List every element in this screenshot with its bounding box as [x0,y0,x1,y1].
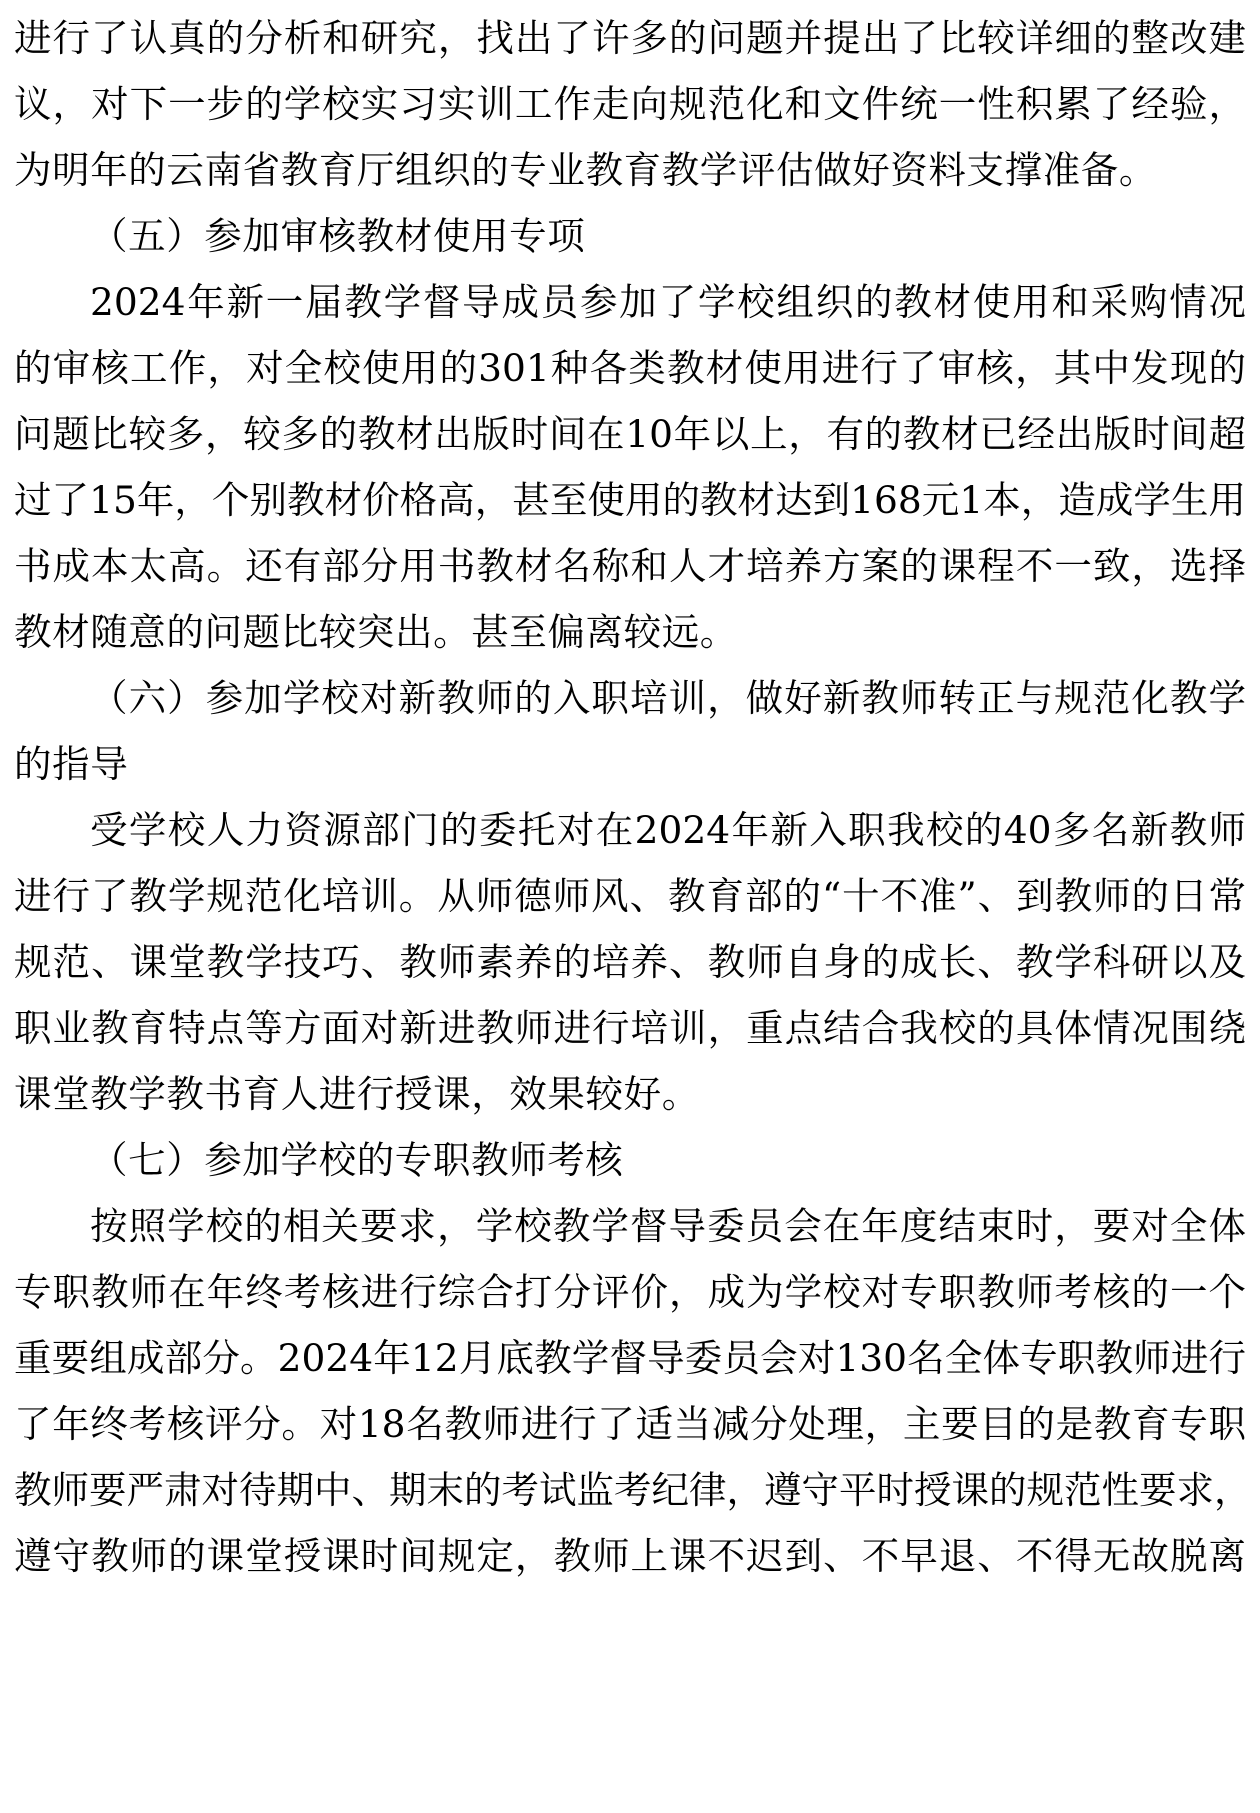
text-line: 进行了认真的分析和研究，找出了许多的问题并提出了比较详细的整改建 [14,16,1246,60]
section-heading-text: （七）参加学校的专职教师考核 [90,1138,624,1182]
text-line: 问题比较多，较多的教材出版时间在10年以上，有的教材已经出版时间超 [14,412,1246,456]
section-heading-text: （六）参加学校对新教师的入职培训，做好新教师转正与规范化教学 [90,676,1246,720]
text-line: 议，对下一步的学校实习实训工作走向规范化和文件统一性积累了经验， [14,82,1246,126]
section-heading-text: （五）参加审核教材使用专项 [90,214,586,258]
text-line: 了年终考核评分。对18名教师进行了适当减分处理，主要目的是教育专职 [14,1402,1246,1446]
text-line: 按照学校的相关要求，学校教学督导委员会在年度结束时，要对全体 [90,1204,1246,1248]
text-line: 重要组成部分。2024年12月底教学督导委员会对130名全体专职教师进行 [14,1336,1246,1380]
text-line: 过了15年，个别教材价格高，甚至使用的教材达到168元1本，造成学生用 [14,478,1246,522]
text-line: 书成本太高。还有部分用书教材名称和人才培养方案的课程不一致，选择 [14,544,1246,588]
text-line: 规范、课堂教学技巧、教师素养的培养、教师自身的成长、教学科研以及 [14,940,1246,984]
text-line: 2024年新一届教学督导成员参加了学校组织的教材使用和采购情况 [90,280,1246,324]
text-line: 教师要严肃对待期中、期末的考试监考纪律，遵守平时授课的规范性要求， [14,1468,1252,1512]
text-line: 为明年的云南省教育厅组织的专业教育教学评估做好资料支撑准备。 [14,148,1157,192]
section-heading-text: 的指导 [14,742,129,786]
text-line: 职业教育特点等方面对新进教师进行培训，重点结合我校的具体情况围绕 [14,1006,1246,1050]
text-line: 专职教师在年终考核进行综合打分评价，成为学校对专职教师考核的一个 [14,1270,1246,1314]
text-line: 课堂教学教书育人进行授课，效果较好。 [14,1072,700,1116]
text-line: 遵守教师的课堂授课时间规定，教师上课不迟到、不早退、不得无故脱离 [14,1534,1246,1578]
document-page [14,0,1252,1813]
text-line: 进行了教学规范化培训。从师德师风、教育部的“十不准”、到教师的日常 [14,874,1246,918]
text-line: 的审核工作，对全校使用的301种各类教材使用进行了审核，其中发现的 [14,346,1246,390]
text-line: 教材随意的问题比较突出。甚至偏离较远。 [14,610,738,654]
text-line: 受学校人力资源部门的委托对在2024年新入职我校的40多名新教师 [90,808,1246,852]
